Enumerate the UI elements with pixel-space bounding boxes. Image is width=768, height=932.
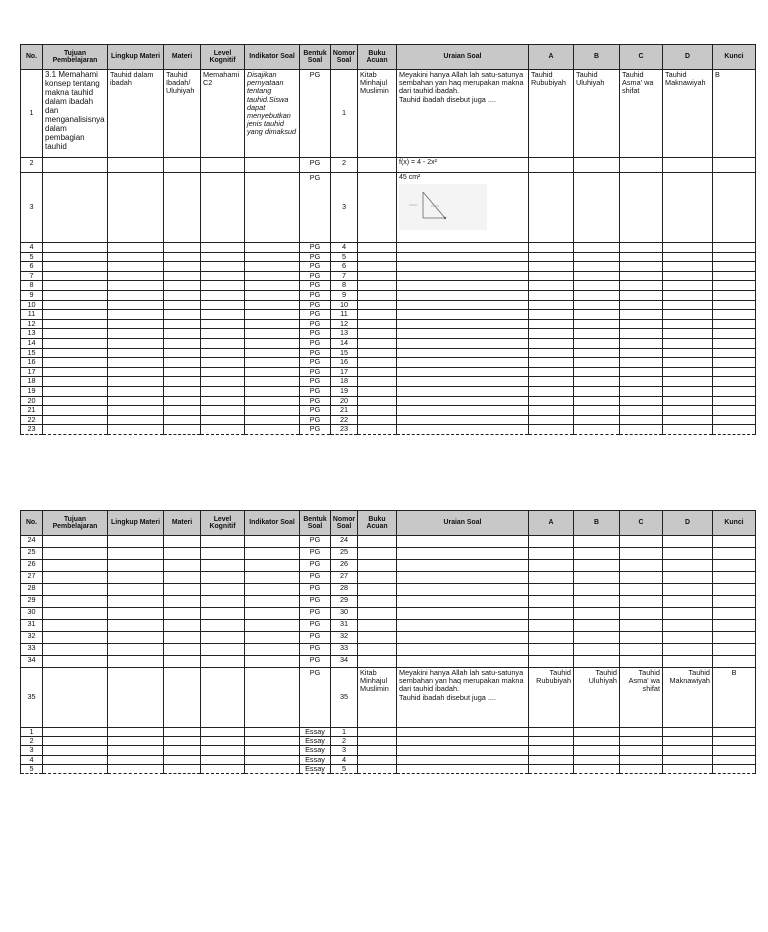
table-row (21, 281, 756, 291)
cell-nomor: 22 (331, 415, 358, 425)
cell-bentuk: PG (300, 319, 331, 329)
cell-no: 32 (21, 632, 43, 644)
cell-nomor: 17 (331, 367, 358, 377)
cell-no: 11 (21, 310, 43, 320)
header-c: C (620, 45, 663, 70)
cell-no: 17 (21, 367, 43, 377)
cell-no: 31 (21, 620, 43, 632)
cell-no: 24 (21, 536, 43, 548)
table-row (21, 548, 756, 560)
table-row (21, 377, 756, 387)
cell-nomor: 31 (331, 620, 358, 632)
cell-uraian (397, 173, 529, 243)
cell-option-b: Tauhid Uluhiyah (574, 668, 620, 728)
cell-no: 20 (21, 396, 43, 406)
header-b: B (574, 45, 620, 70)
cell-lingkup: Tauhid dalam ibadah (108, 70, 164, 158)
table-row (21, 396, 756, 406)
table-row (21, 300, 756, 310)
table-row (21, 329, 756, 339)
table-row (21, 243, 756, 253)
cell-bentuk: Essay (300, 746, 331, 755)
cell-no: 27 (21, 572, 43, 584)
cell-no: 29 (21, 596, 43, 608)
cell-nomor: 23 (331, 425, 358, 435)
cell-tujuan: 3.1 Memahami konsep tentang makna tauhid dalam ibadah dan menganalisisnya dalam pembagian tauhid (43, 70, 108, 158)
cell-bentuk: PG (300, 560, 331, 572)
cell-nomor: 21 (331, 406, 358, 416)
cell-no: 10 (21, 300, 43, 310)
cell-no: 2 (21, 737, 43, 746)
table-row (21, 608, 756, 620)
cell-nomor: 24 (331, 536, 358, 548)
cell-no: 4 (21, 243, 43, 253)
cell-option-d: Tauhid Maknawiyah (663, 70, 713, 158)
cell-no: 4 (21, 755, 43, 764)
table-row (21, 70, 756, 158)
cell-bentuk: Essay (300, 737, 331, 746)
table-row (21, 584, 756, 596)
cell-bentuk: PG (300, 262, 331, 272)
table-2-pg-rows (21, 536, 756, 668)
cell-no: 3 (21, 173, 43, 243)
kisi-kisi-table-2 (20, 510, 756, 774)
cell-bentuk: PG (300, 329, 331, 339)
table-row (21, 536, 756, 548)
table-row (21, 415, 756, 425)
cell-uraian: f(x) = 4 - 2x² (397, 158, 529, 173)
cell-no: 22 (21, 415, 43, 425)
table-row (21, 367, 756, 377)
cell-nomor: 11 (331, 310, 358, 320)
cell-buku: Kitab Minhajul Muslimin (358, 668, 397, 728)
cell-bentuk: PG (300, 252, 331, 262)
table-1-small-rows (21, 243, 756, 435)
cell-no: 7 (21, 271, 43, 281)
table-2-row-35 (21, 668, 756, 728)
cell-option-c: Tauhid Asma' wa shifat (620, 70, 663, 158)
table-row (21, 620, 756, 632)
cell-nomor: 19 (331, 386, 358, 396)
table-1-body (21, 70, 756, 243)
cell-option-a: Tauhid Rububiyah (529, 668, 574, 728)
cell-bentuk: PG (300, 632, 331, 644)
cell-nomor: 9 (331, 290, 358, 300)
cell-no: 1 (21, 728, 43, 737)
table-row (21, 764, 756, 773)
cell-bentuk: PG (300, 668, 331, 728)
cell-bentuk: Essay (300, 755, 331, 764)
cell-no: 23 (21, 425, 43, 435)
cell-nomor: 2 (331, 158, 358, 173)
table-row (21, 656, 756, 668)
cell-no: 21 (21, 406, 43, 416)
header-buku: Buku Acuan (358, 511, 397, 536)
cell-bentuk: PG (300, 158, 331, 173)
cell-bentuk: PG (300, 70, 331, 158)
cell-no: 8 (21, 281, 43, 291)
cell-bentuk: PG (300, 290, 331, 300)
cell-nomor: 4 (331, 243, 358, 253)
cell-bentuk: PG (300, 620, 331, 632)
cell-bentuk: PG (300, 358, 331, 368)
header-d: D (663, 511, 713, 536)
table-row (21, 158, 756, 173)
table-row (21, 358, 756, 368)
cell-nomor: 5 (331, 764, 358, 773)
cell-bentuk: PG (300, 173, 331, 243)
cell-bentuk: Essay (300, 764, 331, 773)
cell-nomor: 20 (331, 396, 358, 406)
table-row (21, 632, 756, 644)
table-row (21, 319, 756, 329)
header-b: B (574, 511, 620, 536)
table-row (21, 386, 756, 396)
table-row (21, 290, 756, 300)
cell-bentuk: PG (300, 406, 331, 416)
cell-level: Memahami C2 (201, 70, 245, 158)
cell-nomor: 26 (331, 560, 358, 572)
header-d: D (663, 45, 713, 70)
table-2-essay-rows (21, 728, 756, 774)
header-materi: Materi (164, 511, 201, 536)
cell-bentuk: PG (300, 415, 331, 425)
header-lingkup: Lingkup Materi (108, 511, 164, 536)
table-row (21, 755, 756, 764)
cell-no: 33 (21, 644, 43, 656)
header-indikator: Indikator Soal (245, 511, 300, 536)
cell-nomor: 6 (331, 262, 358, 272)
cell-nomor: 3 (331, 746, 358, 755)
cell-bentuk: PG (300, 377, 331, 387)
cell-nomor: 4 (331, 755, 358, 764)
cell-option-a: Tauhid Rububiyah (529, 70, 574, 158)
table-row (21, 728, 756, 737)
header-buku: Buku Acuan (358, 45, 397, 70)
cell-bentuk: PG (300, 548, 331, 560)
cell-no: 12 (21, 319, 43, 329)
table-row (21, 406, 756, 416)
cell-nomor: 16 (331, 358, 358, 368)
cell-indikator: Disajikan pernyataan tentang tauhid.Siswa dapat menyebutkan jenis tauhid yang dimaksud (245, 70, 300, 158)
cell-no: 35 (21, 668, 43, 728)
triangle-figure (399, 184, 487, 230)
header-a: A (529, 511, 574, 536)
header-tujuan: Tujuan Pembelajaran (43, 45, 108, 70)
cell-nomor: 34 (331, 656, 358, 668)
cell-no: 34 (21, 656, 43, 668)
header-c: C (620, 511, 663, 536)
cell-kunci: B (713, 70, 756, 158)
header-bentuk: Bentuk Soal (300, 45, 331, 70)
cell-uraian: Meyakini hanya Allah lah satu-satunya sembahan yan haq merupakan makna dari tauhid ibadah. Tauhid ibadah disebut juga .... (397, 70, 529, 158)
table-row (21, 271, 756, 281)
table-row (21, 668, 756, 728)
cell-no: 18 (21, 377, 43, 387)
cell-nomor: 35 (331, 668, 358, 728)
header-uraian: Uraian Soal (397, 45, 529, 70)
cell-nomor: 25 (331, 548, 358, 560)
cell-bentuk: Essay (300, 728, 331, 737)
header-nomor: Nomor Soal (331, 45, 358, 70)
cell-option-d: Tauhid Maknawiyah (663, 668, 713, 728)
cell-nomor: 27 (331, 572, 358, 584)
header-nomor: Nomor Soal (331, 511, 358, 536)
table-row (21, 560, 756, 572)
cell-no: 2 (21, 158, 43, 173)
cell-bentuk: PG (300, 338, 331, 348)
cell-no: 6 (21, 262, 43, 272)
cell-bentuk: PG (300, 584, 331, 596)
cell-bentuk: PG (300, 348, 331, 358)
header-indikator: Indikator Soal (245, 45, 300, 70)
cell-nomor: 3 (331, 173, 358, 243)
table-row (21, 338, 756, 348)
cell-buku: Kitab Minhajul Muslimin (358, 70, 397, 158)
table-row (21, 173, 756, 243)
header-lingkup: Lingkup Materi (108, 45, 164, 70)
table-row (21, 348, 756, 358)
cell-nomor: 15 (331, 348, 358, 358)
table-row (21, 737, 756, 746)
cell-nomor: 12 (331, 319, 358, 329)
cell-nomor: 2 (331, 737, 358, 746)
cell-no: 19 (21, 386, 43, 396)
cell-kunci: B (713, 668, 756, 728)
cell-bentuk: PG (300, 386, 331, 396)
cell-nomor: 33 (331, 644, 358, 656)
cell-bentuk: PG (300, 608, 331, 620)
cell-bentuk: PG (300, 656, 331, 668)
table-row (21, 310, 756, 320)
cell-nomor: 28 (331, 584, 358, 596)
header-no: No. (21, 511, 43, 536)
cell-bentuk: PG (300, 536, 331, 548)
cell-bentuk: PG (300, 596, 331, 608)
cell-bentuk: PG (300, 572, 331, 584)
header-bentuk: Bentuk Soal (300, 511, 331, 536)
cell-bentuk: PG (300, 300, 331, 310)
cell-bentuk: PG (300, 425, 331, 435)
cell-bentuk: PG (300, 644, 331, 656)
cell-materi: Tauhid Ibadah/ Uluhiyah (164, 70, 201, 158)
cell-no: 16 (21, 358, 43, 368)
cell-nomor: 5 (331, 252, 358, 262)
cell-nomor: 32 (331, 632, 358, 644)
header-kunci: Kunci (713, 45, 756, 70)
cell-nomor: 13 (331, 329, 358, 339)
cell-nomor: 10 (331, 300, 358, 310)
cell-no: 13 (21, 329, 43, 339)
table-row (21, 572, 756, 584)
cell-nomor: 18 (331, 377, 358, 387)
cell-nomor: 1 (331, 70, 358, 158)
cell-bentuk: PG (300, 243, 331, 253)
header-row (21, 45, 756, 70)
table-row (21, 252, 756, 262)
cell-nomor: 14 (331, 338, 358, 348)
cell-nomor: 1 (331, 728, 358, 737)
cell-no: 5 (21, 252, 43, 262)
header-tujuan: Tujuan Pembelajaran (43, 511, 108, 536)
table-row (21, 596, 756, 608)
header-no: No. (21, 45, 43, 70)
cell-nomor: 29 (331, 596, 358, 608)
cell-uraian: Meyakini hanya Allah lah satu-satunya sembahan yan haq merupakan makna dari tauhid ibadah. Tauhid ibadah disebut juga .... (397, 668, 529, 728)
cell-bentuk: PG (300, 271, 331, 281)
kisi-kisi-table-1 (20, 44, 756, 435)
table-row (21, 262, 756, 272)
cell-no: 5 (21, 764, 43, 773)
header-uraian: Uraian Soal (397, 511, 529, 536)
cell-bentuk: PG (300, 396, 331, 406)
cell-no: 15 (21, 348, 43, 358)
header-level: Level Kognitif (201, 511, 245, 536)
cell-no: 30 (21, 608, 43, 620)
cell-bentuk: PG (300, 310, 331, 320)
table-row (21, 746, 756, 755)
cell-nomor: 8 (331, 281, 358, 291)
cell-nomor: 7 (331, 271, 358, 281)
cell-no: 28 (21, 584, 43, 596)
cell-no: 14 (21, 338, 43, 348)
cell-nomor: 30 (331, 608, 358, 620)
cell-bentuk: PG (300, 367, 331, 377)
area-label: 45 cm² (399, 174, 421, 181)
header-level: Level Kognitif (201, 45, 245, 70)
header-kunci: Kunci (713, 511, 756, 536)
cell-no: 3 (21, 746, 43, 755)
cell-option-c: Tauhid Asma' wa shifat (620, 668, 663, 728)
cell-no: 9 (21, 290, 43, 300)
cell-no: 25 (21, 548, 43, 560)
cell-no: 1 (21, 70, 43, 158)
cell-bentuk: PG (300, 281, 331, 291)
header-materi: Materi (164, 45, 201, 70)
header-a: A (529, 45, 574, 70)
cell-option-b: Tauhid Uluhiyah (574, 70, 620, 158)
table-row (21, 644, 756, 656)
table-row (21, 425, 756, 435)
header-row (21, 511, 756, 536)
cell-no: 26 (21, 560, 43, 572)
